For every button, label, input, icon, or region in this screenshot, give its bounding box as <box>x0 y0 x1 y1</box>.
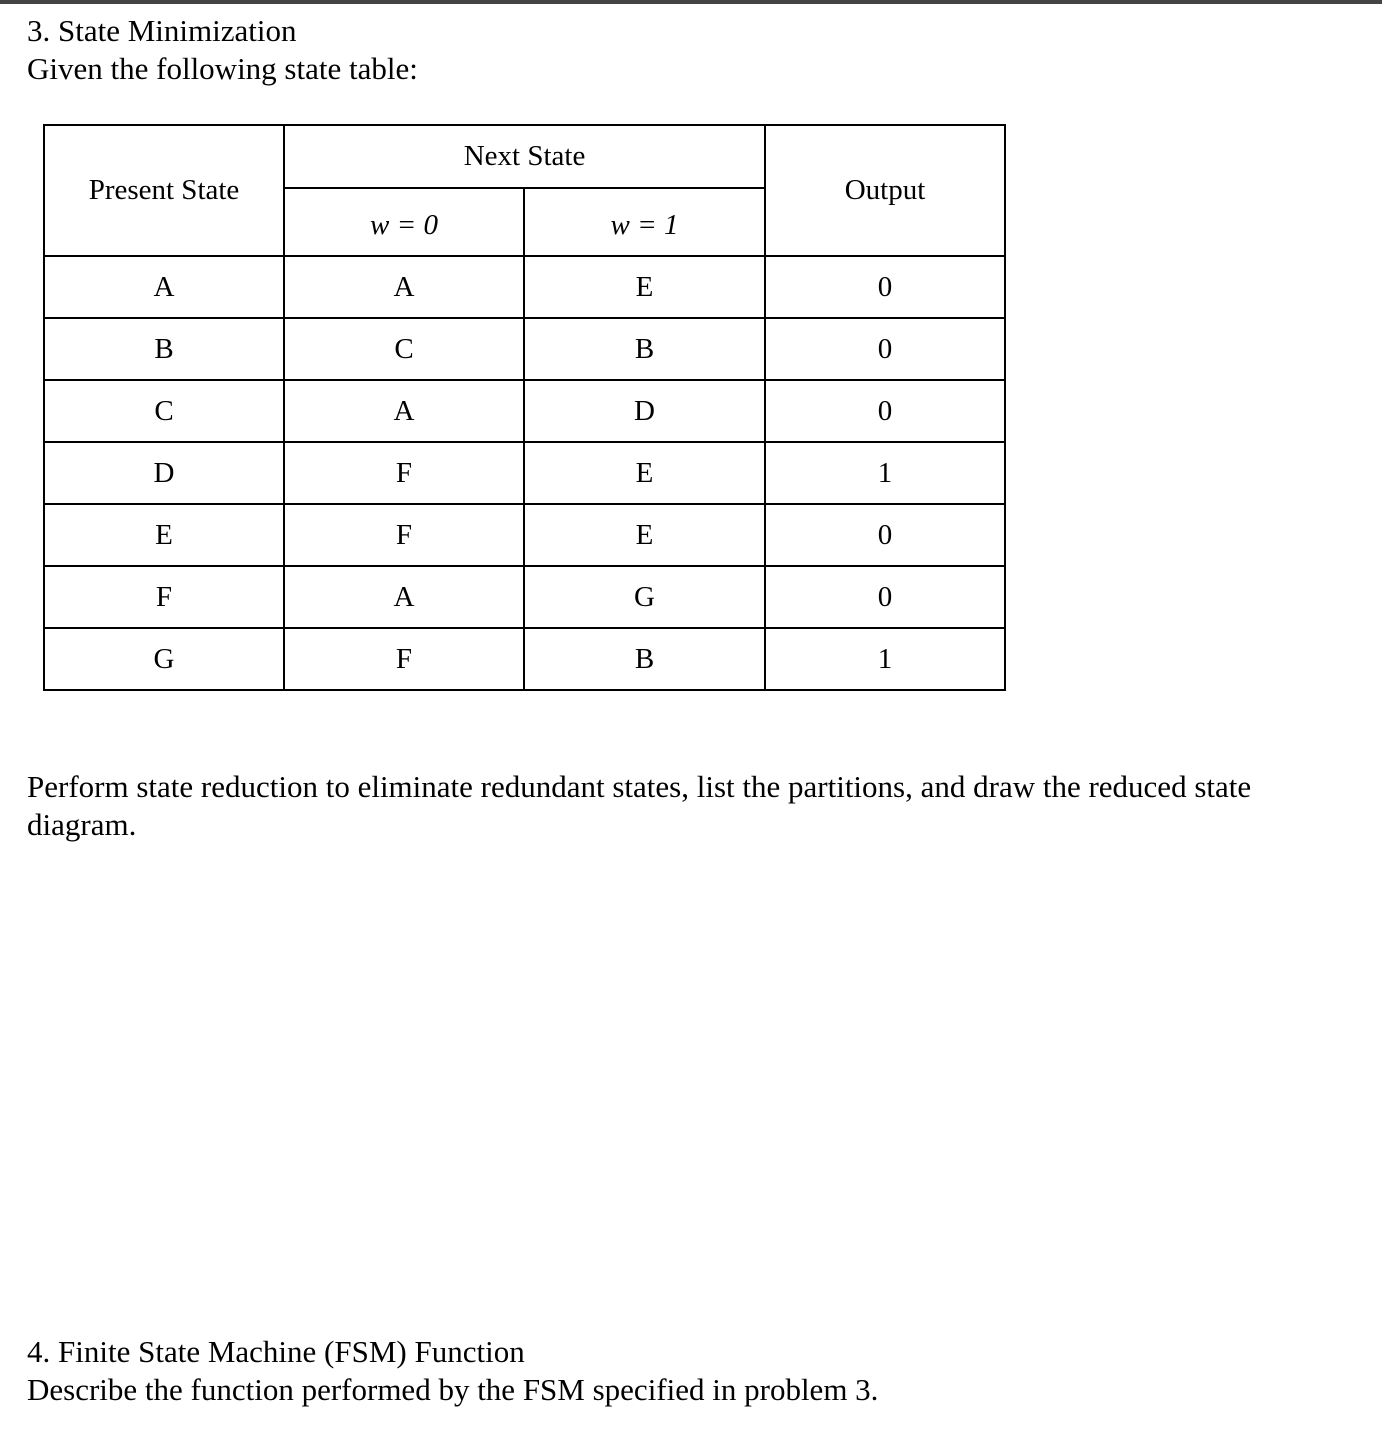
cell-next-state-w1: B <box>524 628 765 690</box>
cell-present-state: G <box>44 628 284 690</box>
cell-next-state-w1: E <box>524 504 765 566</box>
cell-next-state-w0: F <box>284 504 524 566</box>
cell-output: 1 <box>765 442 1005 504</box>
cell-next-state-w1: D <box>524 380 765 442</box>
table-row <box>44 504 1005 566</box>
problem-3-intro: Given the following state table: <box>27 51 418 86</box>
table-row <box>44 566 1005 628</box>
table-row <box>44 442 1005 504</box>
cell-next-state-w1: G <box>524 566 765 628</box>
problem-3-task: Perform state reduction to eliminate redundant states, list the partitions, and draw the reduced state diagram. <box>27 769 1252 842</box>
cell-present-state: D <box>44 442 284 504</box>
cell-present-state: E <box>44 504 284 566</box>
cell-next-state-w1: B <box>524 318 765 380</box>
header-output: Output <box>765 125 1005 256</box>
cell-next-state-w0: F <box>284 628 524 690</box>
header-w1: w = 1 <box>524 188 765 256</box>
problem-4-description: Describe the function performed by the FSM specified in problem 3. <box>27 1372 879 1407</box>
cell-output: 0 <box>765 318 1005 380</box>
cell-next-state-w1: E <box>524 256 765 318</box>
problem-4-title: 4. Finite State Machine (FSM) Function <box>27 1334 525 1369</box>
cell-output: 0 <box>765 256 1005 318</box>
top-border <box>0 0 1382 4</box>
table-row <box>44 318 1005 380</box>
cell-output: 0 <box>765 504 1005 566</box>
cell-present-state: B <box>44 318 284 380</box>
cell-present-state: F <box>44 566 284 628</box>
header-w0: w = 0 <box>284 188 524 256</box>
cell-next-state-w0: F <box>284 442 524 504</box>
cell-output: 1 <box>765 628 1005 690</box>
cell-next-state-w0: C <box>284 318 524 380</box>
table-header-row <box>44 125 1005 188</box>
state-table <box>43 124 1006 691</box>
cell-present-state: A <box>44 256 284 318</box>
problem-3-title: 3. State Minimization <box>27 13 297 48</box>
cell-present-state: C <box>44 380 284 442</box>
cell-next-state-w0: A <box>284 380 524 442</box>
header-next-state: Next State <box>284 125 765 188</box>
table-row <box>44 380 1005 442</box>
cell-output: 0 <box>765 380 1005 442</box>
cell-next-state-w1: E <box>524 442 765 504</box>
table-row <box>44 256 1005 318</box>
cell-output: 0 <box>765 566 1005 628</box>
cell-next-state-w0: A <box>284 566 524 628</box>
cell-next-state-w0: A <box>284 256 524 318</box>
table-row <box>44 628 1005 690</box>
header-present-state: Present State <box>44 125 284 256</box>
